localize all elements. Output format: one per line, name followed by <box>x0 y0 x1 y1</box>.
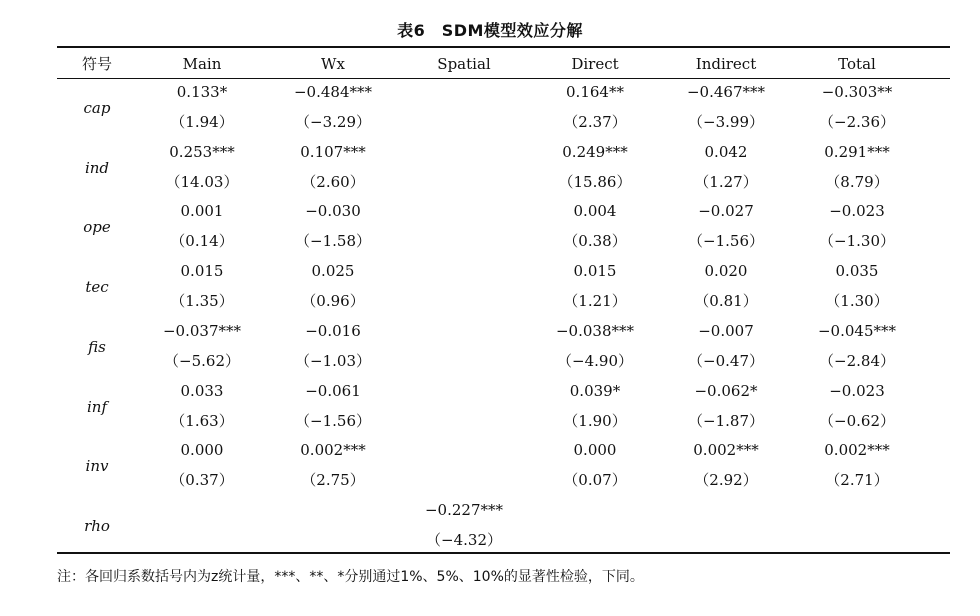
zstat-cell: （1.63） <box>170 411 234 430</box>
header-rule <box>57 78 950 79</box>
top-rule <box>57 46 950 48</box>
coef-cell: −0.037*** <box>162 321 241 340</box>
coef-cell: 0.035 <box>835 262 879 281</box>
row-symbol: tec <box>85 278 109 297</box>
zstat-cell: （2.37） <box>563 113 627 131</box>
coef-cell: 0.164** <box>566 83 624 101</box>
row-symbol: ope <box>83 218 111 237</box>
coef-cell: −0.023 <box>829 381 885 400</box>
coef-cell: −0.045*** <box>817 321 896 340</box>
zstat-cell: （1.35） <box>170 292 234 311</box>
coef-cell: 0.253*** <box>169 142 235 161</box>
zstat-cell: （−1.56） <box>295 411 371 430</box>
zstat-cell: （0.38） <box>563 232 627 251</box>
zstat-cell: （0.37） <box>170 471 234 490</box>
zstat-cell: （−3.99） <box>688 113 764 131</box>
zstat-cell: （15.86） <box>558 172 632 191</box>
zstat-cell: （−1.30） <box>819 232 895 251</box>
coef-cell: 0.291*** <box>824 142 890 161</box>
zstat-cell: （2.75） <box>301 471 365 490</box>
zstat-cell: （0.07） <box>563 471 627 490</box>
coef-cell: 0.002*** <box>300 441 366 460</box>
zstat-cell: （−4.32） <box>426 530 502 549</box>
header-wx: Wx <box>321 55 345 73</box>
coef-cell: 0.000 <box>180 441 224 460</box>
zstat-cell: （2.92） <box>694 471 758 490</box>
row-symbol: inf <box>86 397 107 416</box>
coef-cell: 0.249*** <box>562 142 628 161</box>
zstat-cell: （1.21） <box>563 292 627 311</box>
coef-cell: −0.062* <box>694 381 758 400</box>
coef-cell: 0.000 <box>573 441 617 460</box>
zstat-cell: （−3.29） <box>295 113 371 131</box>
zstat-cell: （−1.87） <box>688 411 764 430</box>
coef-cell: −0.016 <box>305 321 361 340</box>
zstat-cell: （−4.90） <box>557 351 633 370</box>
coef-cell: −0.467*** <box>686 83 765 101</box>
coef-cell: −0.227*** <box>424 500 503 519</box>
coef-cell: 0.002*** <box>693 441 759 460</box>
table-note: 注：各回归系数括号内为z统计量，***、**、*分别通过1%、5%、10%的显著性检验，下同。 <box>57 569 644 585</box>
coef-cell: −0.038*** <box>555 321 634 340</box>
row-symbol: cap <box>83 99 111 117</box>
coef-cell: 0.020 <box>704 262 748 281</box>
row-symbol: fis <box>88 337 106 356</box>
zstat-cell: （0.96） <box>301 292 365 311</box>
header-direct: Direct <box>571 55 619 73</box>
coef-cell: 0.015 <box>180 262 224 281</box>
zstat-cell: （14.03） <box>165 172 239 191</box>
coef-cell: −0.007 <box>698 321 754 340</box>
coef-cell: −0.027 <box>698 202 754 221</box>
zstat-cell: （−1.56） <box>688 232 764 251</box>
zstat-cell: （−1.03） <box>295 351 371 370</box>
zstat-cell: （−5.62） <box>164 351 240 370</box>
zstat-cell: （−2.36） <box>819 113 895 131</box>
row-symbol: rho <box>84 516 110 535</box>
coef-cell: 0.002*** <box>824 441 890 460</box>
zstat-cell: （0.81） <box>694 292 758 311</box>
bottom-rule <box>57 552 950 554</box>
coef-cell: 0.025 <box>311 262 355 281</box>
coef-cell: 0.133* <box>176 83 228 101</box>
row-symbol: inv <box>85 457 109 476</box>
coef-cell: 0.001 <box>180 202 224 221</box>
zstat-cell: （−0.47） <box>688 351 764 370</box>
zstat-cell: （1.94） <box>170 113 234 131</box>
zstat-cell: （−0.62） <box>819 411 895 430</box>
table-title: 表6 SDM模型效应分解 <box>397 21 583 40</box>
zstat-cell: （0.14） <box>170 232 234 251</box>
zstat-cell: （1.90） <box>563 411 627 430</box>
coef-cell: −0.030 <box>305 202 361 221</box>
header-spatial: Spatial <box>437 55 491 73</box>
coef-cell: 0.033 <box>180 381 224 400</box>
coef-cell: −0.061 <box>305 381 361 400</box>
header-indirect: Indirect <box>695 55 757 73</box>
coef-cell: −0.303** <box>821 83 893 101</box>
header-symbol: 符号 <box>81 55 112 73</box>
zstat-cell: （2.71） <box>825 471 889 490</box>
zstat-cell: （1.30） <box>825 292 889 311</box>
coef-cell: −0.484*** <box>293 83 372 101</box>
zstat-cell: （8.79） <box>825 172 889 191</box>
header-main: Main <box>182 55 222 73</box>
coef-cell: −0.023 <box>829 202 885 221</box>
coef-cell: 0.042 <box>704 142 748 161</box>
zstat-cell: （−2.84） <box>819 351 895 370</box>
header-total: Total <box>838 55 876 73</box>
coef-cell: 0.004 <box>573 202 617 221</box>
zstat-cell: （−1.58） <box>295 232 371 251</box>
zstat-cell: （1.27） <box>694 172 758 191</box>
coef-cell: 0.039* <box>569 381 621 400</box>
coef-cell: 0.107*** <box>300 142 366 161</box>
row-symbol: ind <box>84 158 110 177</box>
zstat-cell: （2.60） <box>301 172 365 191</box>
coef-cell: 0.015 <box>573 262 617 281</box>
